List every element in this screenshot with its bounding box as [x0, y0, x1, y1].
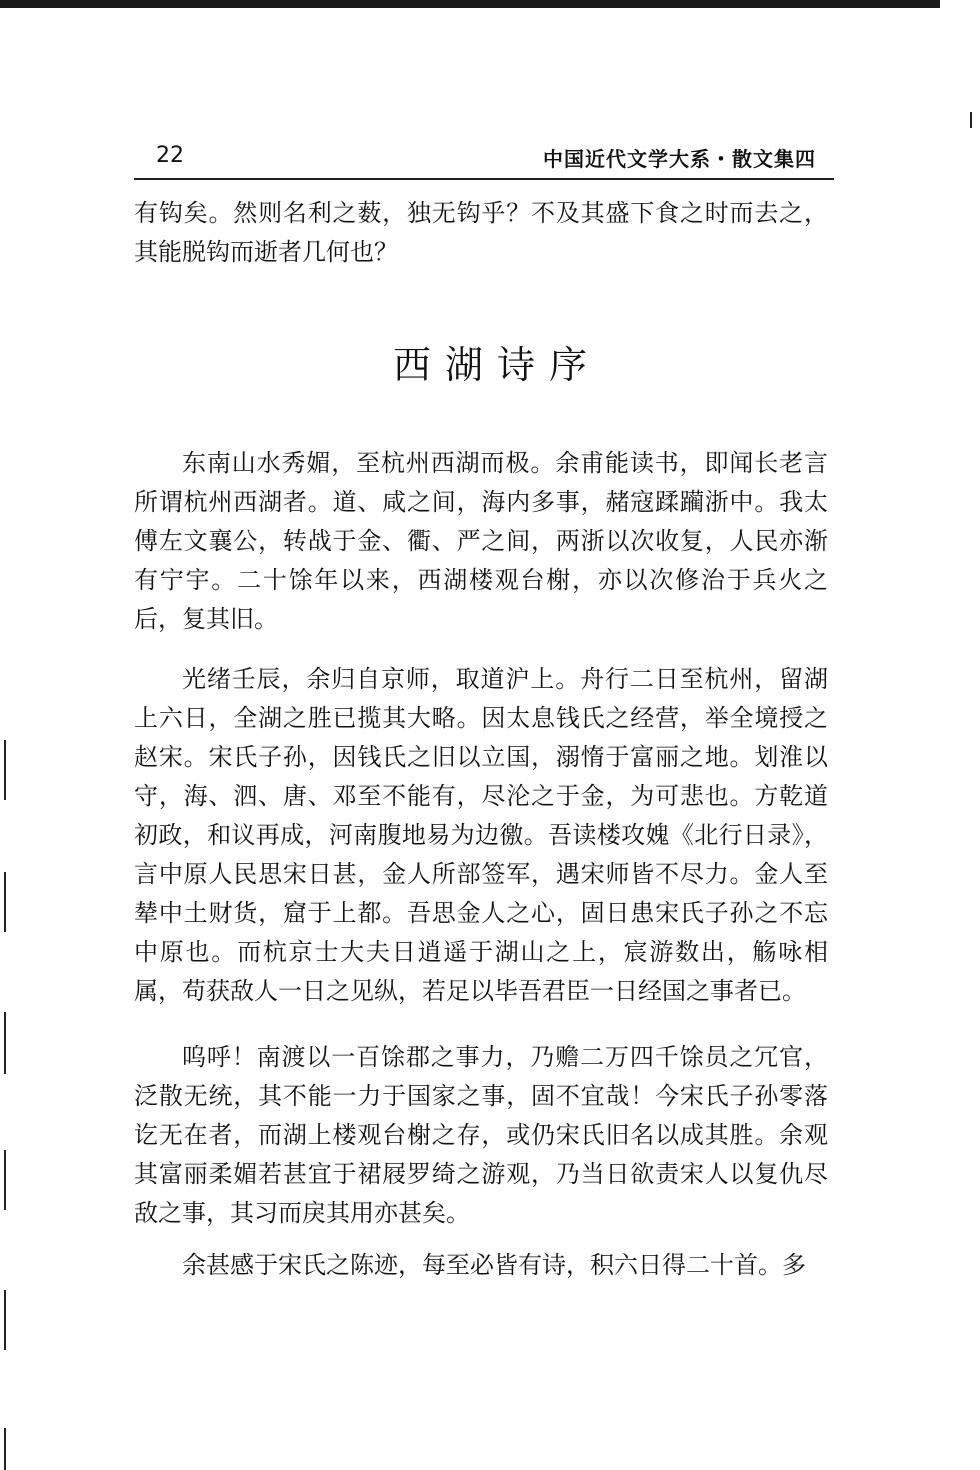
- essay-paragraph-1: 东南山水秀媚，至杭州西湖而极。余甫能读书，即闻长老言所谓杭州西湖者。道、咸之间，海内多事，赭寇蹂躏浙中。我太傅左文襄公，转战于金、衢、严之间，两浙以次收复，人民亦渐有宁宇。二十馀年以来，西湖楼观台榭，亦以次修治于兵火之后，复其旧。: [134, 449, 828, 633]
- series-title: 中国近代文学大系・散文集四: [543, 147, 816, 171]
- scan-top-edge-bar: [0, 0, 940, 8]
- scan-margin-mark: [4, 1290, 6, 1350]
- previous-essay-ending: 有钩矣。然则名利之薮，独无钩乎？不及其盛下食之时而去之，其能脱钩而逝者几何也？: [134, 199, 828, 266]
- scan-margin-mark: [4, 1428, 6, 1470]
- scan-margin-mark: [4, 1150, 6, 1210]
- essay-paragraph-3: 呜呼！南渡以一百馀郡之事力，乃赡二万四千馀员之冗官，泛散无统，其不能一力于国家之事，固不宜哉！今宋氏子孙零落讫无在者，而湖上楼观台榭之存，或仍宋氏旧名以成其胜。余观其富丽柔媚若甚宜于裙屐罗绮之游观，乃当日欲责宋人以复仇尽敌之事，其习而戾其用亦甚矣。: [134, 1043, 828, 1227]
- essay-paragraph-2: 光绪壬辰，余归自京师，取道沪上。舟行二日至杭州，留湖上六日，全湖之胜已揽其大略。因太息钱氏之经营，举全境授之赵宋。宋氏子孙，因钱氏之旧以立国，溺惰于富丽之地。划淮以守，海、泗、唐、邓至不能有，尽沦之于金，为可悲也。方乾道初政，和议再成，河南腹地易为边徼。吾读楼攻媿《北行日录》，言中原人民思宋日甚，金人所部签军，遇宋师皆不尽力。金人至辇中土财货，窟于上都。吾思金人之心，固日患宋氏子孙之不忘中原也。而杭京士大夫日逍遥于湖山之上，宸游数出，觞咏相属，苟获敌人一日之见纵，若足以毕吾君臣一日经国之事者已。: [134, 665, 828, 1005]
- page-number: 22: [156, 143, 184, 168]
- scan-margin-mark: [970, 112, 972, 128]
- scan-margin-mark: [4, 1012, 6, 1074]
- essay-title: 西湖诗序: [392, 343, 601, 387]
- scan-margin-mark: [4, 872, 6, 932]
- essay-paragraph-4: 余甚感于宋氏之陈迹，每至必皆有诗，积六日得二十首。多: [182, 1251, 806, 1279]
- running-head: [134, 142, 834, 180]
- scan-margin-mark: [4, 740, 6, 800]
